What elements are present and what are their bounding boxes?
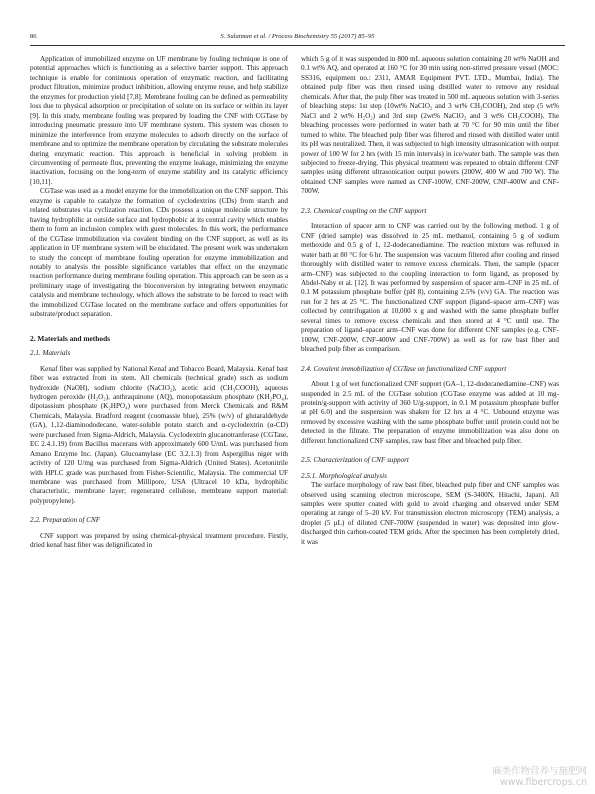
watermark-url: www.fibercrops.cn bbox=[500, 777, 587, 788]
chemical-coupling-paragraph: Interaction of spacer arm to CNF was carried out by the following method. 1 g of CNF (dried sample) was dissolved in 25 mL methanol, containing 5 g of sodium methoxide and 0.5 g of 1, 12-dodecanediamine. The reaction mixture was refluxed in water bath at 80 °C for 6 hr. The suspension was vacuum filtered after cooling and rinsed thoroughly with distilled water to remove excess chemicals. Then, the sample (spacer arm–CNF) was subjected to the coupling interaction to form ligand, as proposed by Abdel-Naby et al. [12]. It was performed by suspension of spacer arm–CNF in 25 mL of 0.1 M potassium phosphate buffer (pH 8), containing 2.5% (v/v) GA. The reaction was run for 2 hrs at 25 °C. The functionalized CNF support (ligand–spacer arm–CNF) was collected by centrifugation at 10,000 x g and washed with the same phosphate buffer several times to remove excess chemicals and then stored at 4 °C until use. The preparation of ligand–spacer arm–CNF was done for different CNF samples (e.g. CNF-100W, CNF-200W, CNF-400W and CNF-700W) as well as for raw bast fiber and bleached pulp fiber as comparison. bbox=[301, 222, 559, 354]
watermark-chinese: 麻类作物营养与施肥网 bbox=[491, 766, 587, 777]
subsection-heading-immobilization: 2.4. Covalent immobilization of CGTase on functionalized CNF support bbox=[301, 364, 507, 373]
subsection-heading-materials: 2.1. Materials bbox=[30, 349, 71, 358]
subsubsection-heading-morphology: 2.5.1. Morphological analysis bbox=[301, 471, 387, 480]
subsection-heading-chemical-coupling: 2.3. Chemical coupling on the CNF support bbox=[301, 206, 427, 215]
watermark bbox=[492, 766, 587, 788]
left-column bbox=[30, 55, 288, 551]
section-heading-materials-methods: 2. Materials and methods bbox=[30, 333, 111, 343]
morphology-paragraph: The surface morphology of raw bast fiber, bleached pulp fiber and CNF samples was observed using scanning electron microscope, SEM (S-3400N, Hitachi, Japan). All samples were sputter coated with gold to avoid charging and observed under SEM operating at range of 5–20 kV. For transmission electron microscopy (TEM) analysis, a droplet (5 μL) of diluted CNF-700W (suspended in water) was deposited into glow-discharged thin carbon-coated TEM grids. After the specimen has been completely dried, it was bbox=[301, 481, 559, 546]
running-head: S. Sulaiman et al. / Process Biochemistry 55 (2017) 85–95 bbox=[220, 33, 375, 40]
header-rule bbox=[30, 45, 565, 46]
preparation-paragraph-cont: which 5 g of it was suspended in 800 mL aqueous solution containing 20 wt% NaOH and 0.1 wt% AQ, and operated at 160 °C for 30 min using non-stirred pressure vessel (MOC: SS316, equipment no.: 2311, AMAR Equipment PVT. LTD., Mumbai, India). The obtained pulp fiber was then rinsed using distilled water to remove any residual chemicals. After that, the pulp fiber was treated in 500 mL aqueous solution with 3-series of bleaching steps: 1st step (10wt% NaClO₂ and 3 wt% CH₃COOH), 2nd step (5 wt% NaCl and 2 wt% H₂O₂) and 3rd step (2wt% NaClO₂ and 3 wt% CH₃COOH). The bleaching processes were performed in water bath at 70 °C for 90 min until the fiber turned to white. The bleached pulp fiber was filtered and rinsed with distilled water until its pH was neutralized. Then, it was subjected to high intensity ultrasonication with output power of 100 W for 2 hrs (with 15 min intervals) in ice/water bath. The sample was then subjected to freeze-drying. This physical treatment was repeated to obtain different CNF samples using different ultrasonication output powers (200W, 400 W and 700 W). The obtained CNF samples were named as CNF-100W, CNF-200W, CNF-400W and CNF-700W. bbox=[301, 55, 559, 196]
immobilization-paragraph: About 1 g of wet functionalized CNF support (GA–1, 12-dodecanediamine–CNF) was suspended in 2.5 mL of the CGTase solution (CGTase enzyme was added at 10 mg-protein/g-support with activity of 360 U/g-support, in 0.1 M potassium phosphate buffer at pH 6.0) and the suspension was shaken for 12 hrs at 4 °C. Unbound enzyme was removed by excessive washing with the same phosphate buffer until protein could not be detected in the filtrate. The preparation of enzyme immobilization was also done on different functionalized CNF samples, raw bast fiber and bleached pulp fiber. bbox=[301, 380, 559, 445]
right-column bbox=[301, 55, 559, 547]
materials-paragraph: Kenaf fiber was supplied by National Kenaf and Tobacco Board, Malaysia. Kenaf bast fiber was extracted from its stem. All chemicals (technical grade) such as sodium hydroxide (NaOH), sodium chlorite (NaClO₂), acetic acid (CH₃COOH), aqueous hydrogen peroxide (H₂O₂), anthraquinone (AQ), monopotassium phosphate (KH₂PO₄), dipotassium phosphate (K₂HPO₄) were purchased from Merck Chemicals and R&M Chemicals, Malaysia. Bradford reagent (coomassie blue), 25% (w/v) of glutaraldehyde (GA), 1,12-diaminododecane, water-soluble potato starch and α-cyclodextrin (α-CD) were purchased from Sigma-Aldrich, Malaysia. Cyclodextrin glucanotranferase (CGTase, EC 2.4.1.19) from Bacillus macerans with approximately 600 U/mL was purchased from Amano Enzyme Inc. (Japan). Glucoamylase (EC 3.2.1.3) from Aspergillus niger with activity of 120 U/mg was purchased from Sigma-Aldrich (United States). Acetonitrile with HPLC grade was purchased from Fisher-Scientific, Malaysia. The commercial UF membrane was purchased from Millipore, USA (Ultracel 10 kDa, hydrophilic characteristic, membrane layer; regenerated cellulose, membrane support material: polypropylene). bbox=[30, 364, 288, 505]
intro-paragraph-2: CGTase was used as a model enzyme for the immobilization on the CNF support. This enzyme is capable to catalyze the formation of cyclodextrins (CDs) from starch and related substrates via cyclization reaction. CDs possess a unique molecule structure by having hydrophilic at outside surface and hydrophobic at its central cavity which enables them to form an inclusion complex with guest molecules. In this work, the performance of the CGTase immobilization via covalent binding on the CNF support, as well as its application in UF membrane system will be elucidated. The present work was undertaken to study the concept of membrane fouling operation for enzyme immobilization and notably to analysis the possible significance variables that effect on the enzymatic reaction performance during membrane fouling operation. This approach can be seen as a preliminary stage of investigating the bioconversion by integrating between enzymatic catalysis and membrane technology, which allows the substrate to be forced to react with the immobilized CGTase located on the membrane surface and offers opportunities for substrate/product separation. bbox=[30, 187, 288, 319]
intro-paragraph-1: Application of immobilized enzyme on UF membrane by fouling technique is one of potential approaches which is functioning as a selective barrier support. This approach technique is enable for continuous operation of enzymatic reaction, and facilitating product filtration, minimize product inhibition, allowing enzyme reuse, and help stabilize the enzymes for production yield [7,8]. Membrane fouling can be defined as permeability loss due to physical adsorption or precipitation of solute on its surface or within its layer [9]. In this study, membrane fouling was prepared by loading the CNF with CGTase by introducing pneumatic pressure into UF membrane system. This system was chosen to minimize the interference from enzyme molecules to adsorb directly on the surface of membrane and to optimize the membrane operation by circulating the substrate molecules during enzymatic reaction. This approach is beneficial in solving problem in circumventing of permeate flux, preventing the enzyme leakage, minimizing the enzyme inactivation, focusing on the long-term of enzyme stability and its catalytic efficiency [10,11]. bbox=[30, 55, 288, 186]
page-header bbox=[30, 33, 565, 45]
page-number: 86 bbox=[30, 33, 37, 40]
subsection-heading-preparation: 2.2. Preparation of CNF bbox=[30, 516, 101, 525]
preparation-paragraph-start: CNF support was prepared by using chemical-physical treatment procedure. Firstly, dried kenaf bast fiber was delignificated in bbox=[30, 531, 288, 550]
subsection-heading-characterization: 2.5. Characterization of CNF support bbox=[301, 456, 409, 465]
